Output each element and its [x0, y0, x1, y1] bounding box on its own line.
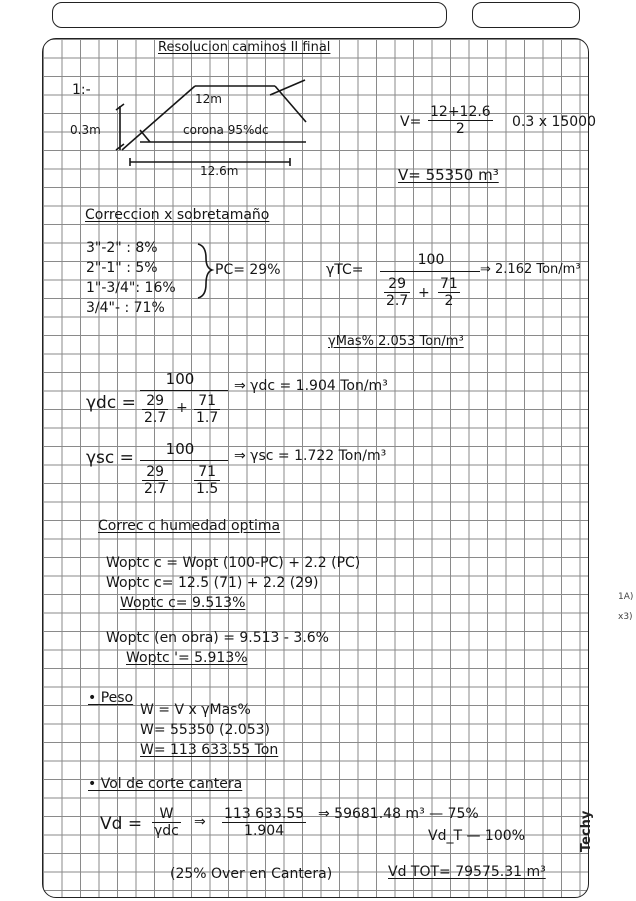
gamma-dc-result: ⇒ γdc = 1.904 Ton/m³	[234, 378, 388, 394]
gamma-tc-numerator: 100	[417, 252, 445, 268]
gamma-dc-term-a	[142, 393, 168, 426]
gamma-dc-numerator: 100	[165, 370, 195, 388]
diagram-corona-label: corona 95%dc	[183, 123, 269, 137]
gamma-dc-b-den: 1.7	[196, 410, 219, 426]
humidity-line-5: Woptc '= 5.913%	[126, 650, 248, 666]
problem-number: 1:-	[72, 82, 91, 98]
volume-factors: 0.3 x 15000	[512, 114, 596, 130]
gamma-tc-term-b	[438, 276, 460, 309]
diagram-top-width: 12m	[195, 92, 222, 106]
diagram-height: 0.3m	[70, 123, 101, 137]
humidity-line-3: Woptc c= 9.513%	[120, 595, 246, 611]
gamma-dc-b-num: 71	[194, 393, 220, 410]
arrow-1: ⇒	[194, 814, 206, 830]
cut-frac2-num: 113 633.55	[224, 806, 305, 822]
humidity-line-1: Woptc c = Wopt (100-PC) + 2.2 (PC)	[106, 555, 361, 571]
cut-frac1-den: γdc	[154, 823, 179, 839]
cut-volume-over: (25% Over en Cantera)	[170, 866, 333, 882]
weight-line-2: W= 55350 (2.053)	[140, 722, 271, 738]
diagram-bottom-width: 12.6m	[200, 164, 239, 178]
weight-line-1: W = V x γMas%	[140, 702, 251, 718]
volume-lhs: V=	[400, 114, 422, 130]
gamma-tc-result: ⇒ 2.162 Ton/m³	[480, 262, 581, 277]
gamma-tc-a-den: 2.7	[386, 293, 409, 309]
cut-volume-lhs: Vd =	[100, 814, 143, 834]
margin-note-2: x3)	[618, 612, 633, 622]
size-row-1: 3"-2" : 8%	[86, 240, 158, 256]
weight-line-3: W= 113 633.55 Ton	[140, 742, 279, 758]
gamma-tc-label: γTC=	[326, 262, 364, 278]
gamma-dc-a-den: 2.7	[144, 410, 167, 426]
cut-volume-total: Vd TOT= 79575.31 m³	[388, 864, 546, 880]
volume-result: V= 55350 m³	[398, 166, 499, 184]
gamma-tc-a-num: 29	[384, 276, 410, 293]
humidity-line-2: Woptc c= 12.5 (71) + 2.2 (29)	[106, 575, 319, 591]
gamma-dc-fraction-bar	[140, 390, 228, 391]
gamma-tc-b-num: 71	[440, 276, 458, 292]
gamma-sc-fraction-bar	[140, 460, 228, 461]
volume-frac-den: 2	[455, 121, 465, 137]
cut-frac2-den: 1.904	[244, 823, 285, 839]
gamma-dc-label: γdc =	[86, 393, 136, 413]
gamma-sc-label: γsc =	[86, 448, 134, 468]
plus-sign: +	[418, 285, 430, 301]
margin-note-1: 1A)	[618, 592, 634, 602]
humidity-title: Correc c humedad optima	[98, 518, 281, 534]
cut-volume-frac-2	[222, 806, 306, 839]
cut-frac1-num: W	[152, 806, 181, 823]
gamma-sc-numerator: 100	[165, 440, 195, 458]
size-row-2: 2"-1" : 5%	[86, 260, 158, 276]
volume-frac-num: 12+12.6	[430, 104, 491, 120]
gamma-mas-value: γMas% 2.053 Ton/m³	[328, 334, 464, 349]
cut-volume-result: ⇒ 59681.48 m³ — 75%	[318, 806, 479, 822]
gamma-sc-a-den: 2.7	[144, 481, 167, 497]
size-row-3: 1"-3/4": 16%	[86, 280, 176, 296]
correction-title: Correccion x sobretamaño	[85, 207, 270, 223]
gamma-sc-b-num: 71	[194, 464, 220, 481]
gamma-sc-a-num: 29	[142, 464, 168, 481]
gamma-tc-term-a	[384, 276, 410, 309]
cut-volume-frac-1	[152, 806, 181, 839]
gamma-tc-fraction-bar	[380, 271, 480, 272]
gamma-sc-term-a	[142, 464, 168, 497]
brand-watermark: Techy	[579, 810, 594, 852]
weight-title: • Peso	[88, 690, 134, 706]
gamma-dc-a-num: 29	[142, 393, 168, 410]
gamma-tc-b-den: 2	[444, 293, 454, 309]
page-title: Resolucion caminos II final	[158, 40, 331, 55]
pc-value: PC= 29%	[215, 262, 281, 278]
gamma-dc-term-b	[194, 393, 220, 426]
humidity-line-4: Woptc (en obra) = 9.513 - 3.6%	[106, 630, 329, 646]
size-row-4: 3/4"- : 71%	[86, 300, 165, 316]
gamma-sc-b-den: 1.5	[196, 481, 219, 497]
cut-volume-title: • Vol de corte cantera	[88, 776, 243, 792]
gamma-sc-result: ⇒ γsc = 1.722 Ton/m³	[234, 448, 387, 464]
gamma-sc-term-b	[194, 464, 220, 497]
plus-sign-dc: +	[176, 400, 188, 416]
cut-volume-vdt-row: Vd_T — 100%	[428, 828, 525, 844]
